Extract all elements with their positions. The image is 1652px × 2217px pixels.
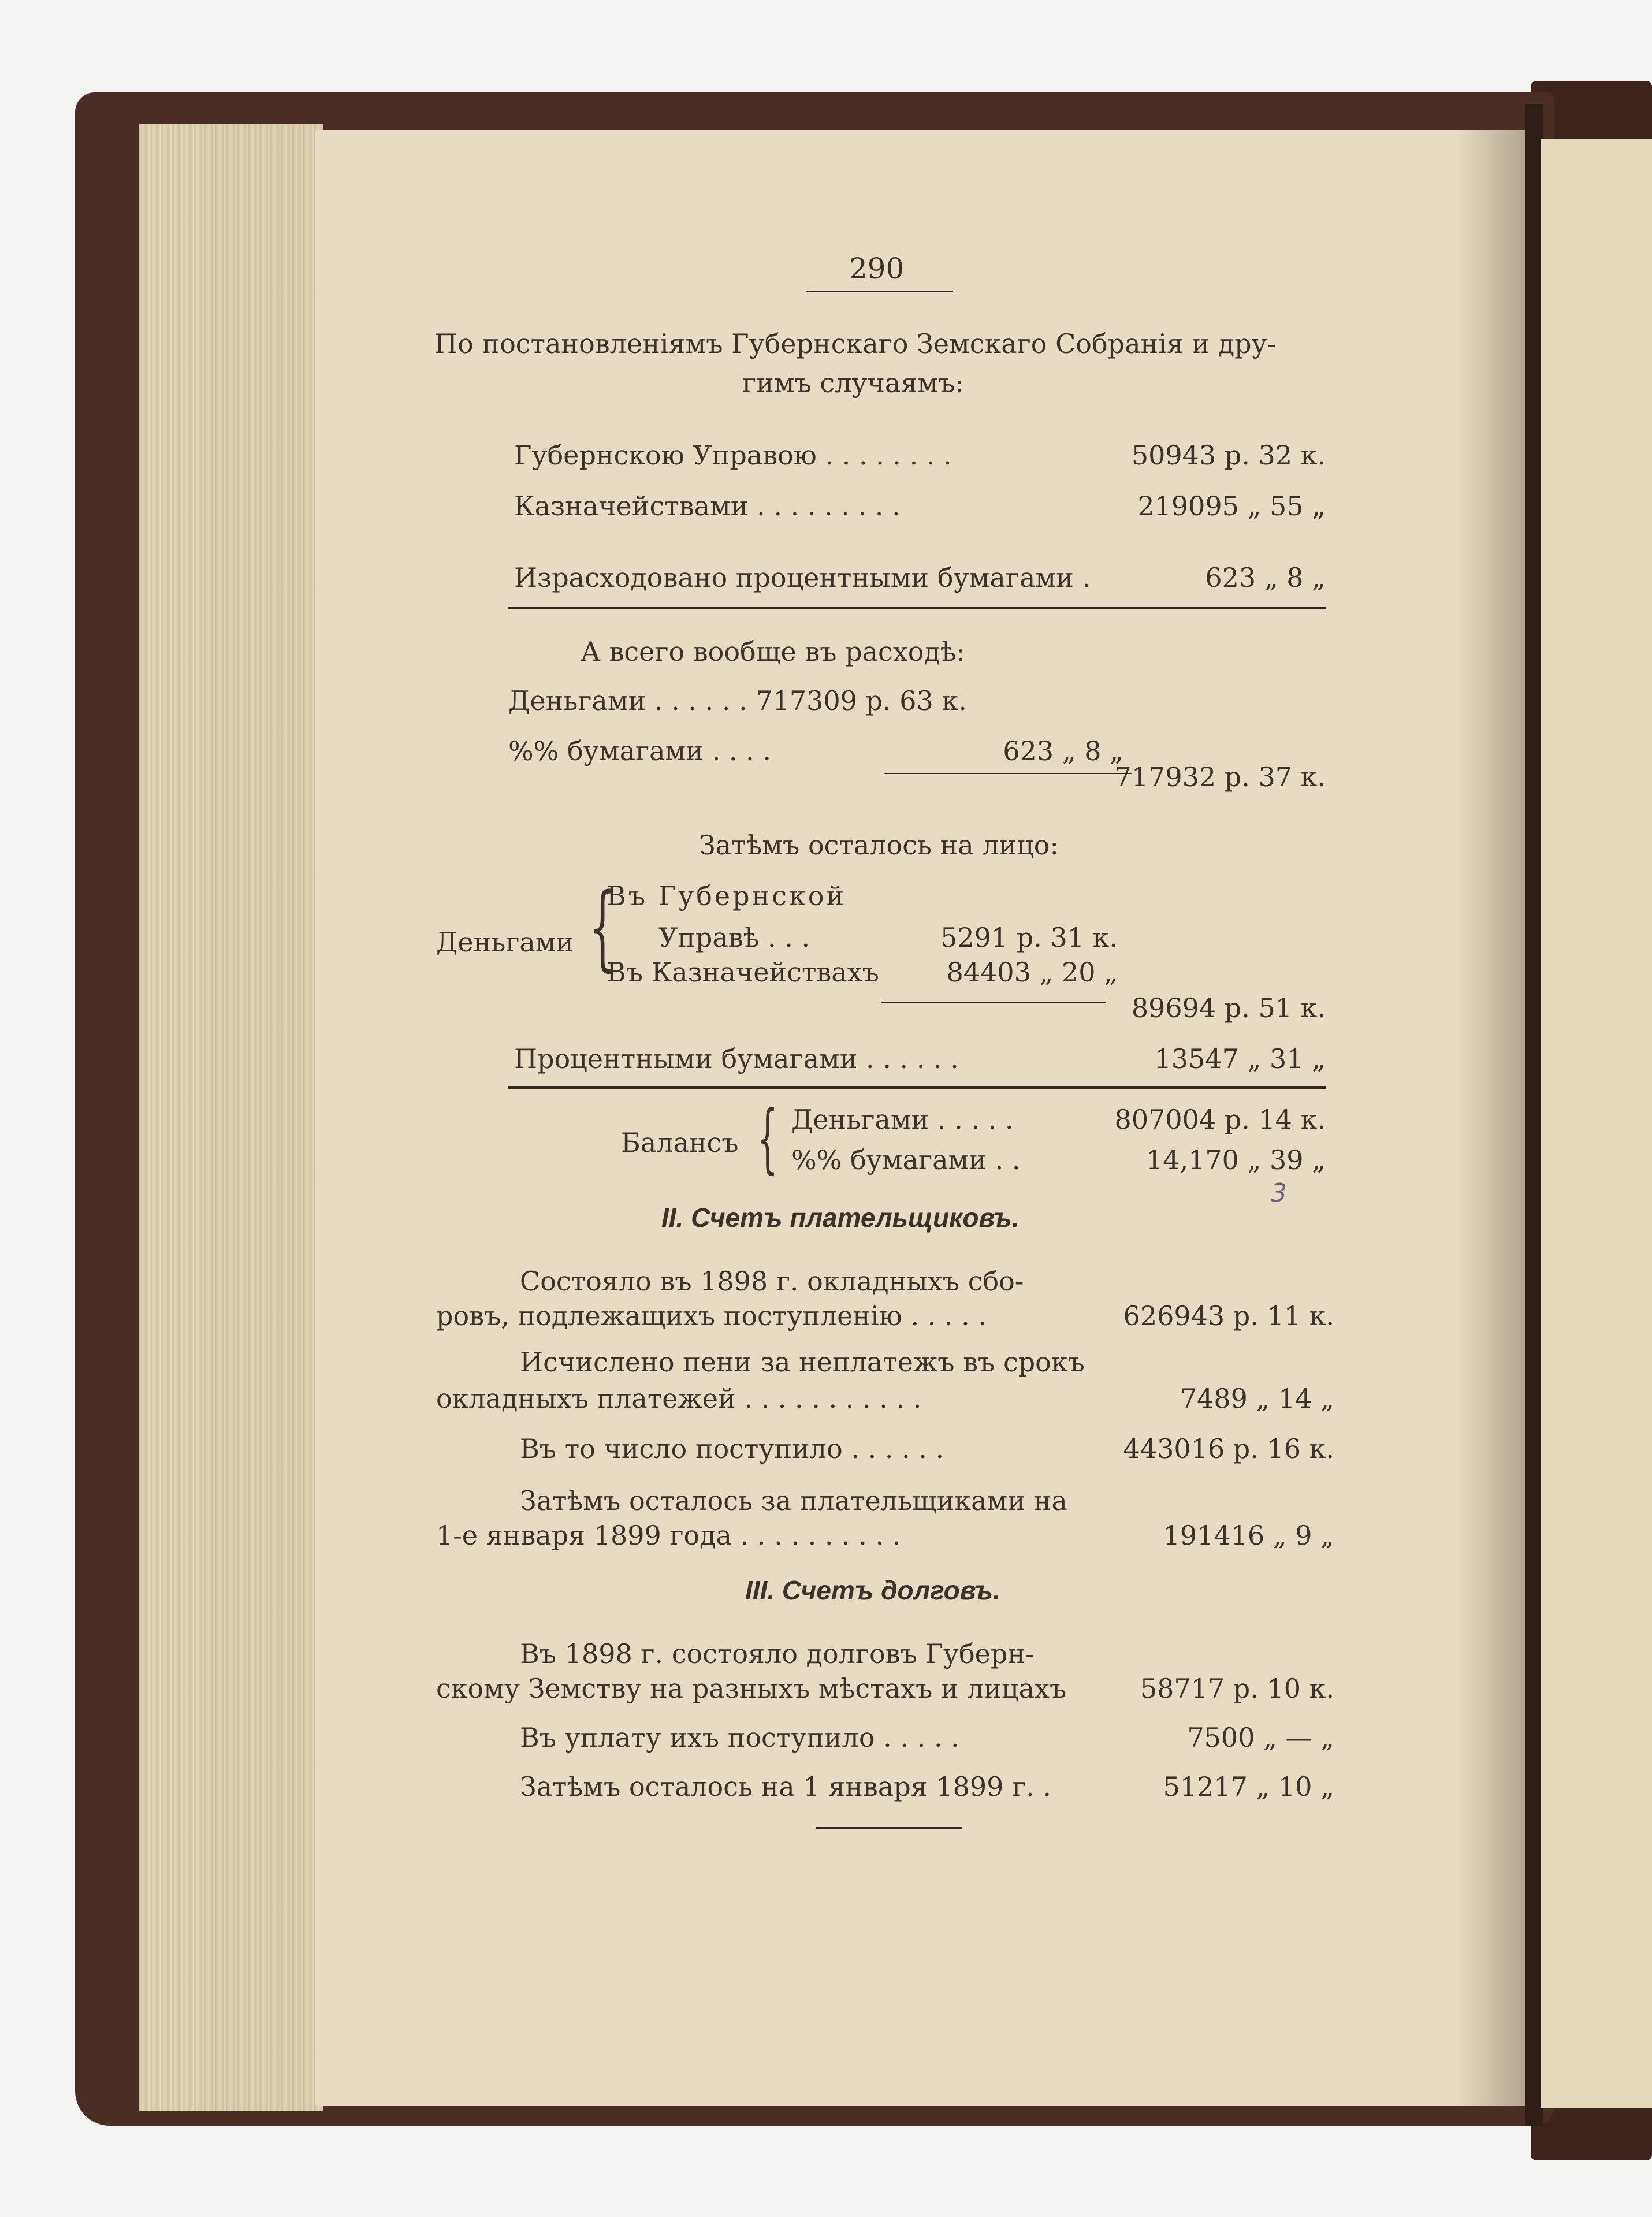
entry-value: 7500 „ — „ <box>1187 1722 1334 1753</box>
treasury-label: Управѣ . . . <box>658 922 810 953</box>
entry-value: 58717 р. 10 к. <box>1140 1673 1334 1704</box>
page-edges <box>139 124 323 2111</box>
page-gutter-shadow <box>1456 130 1531 2106</box>
row-value: 623 „ 8 „ <box>1205 562 1326 593</box>
balance-money-label: Деньгами . . . . . <box>791 1104 1014 1135</box>
balance-paper-label: %% бумагами . . <box>791 1144 1021 1176</box>
paper-value: 13547 „ 31 „ <box>1154 1043 1326 1074</box>
section-title: III. Счетъ долговъ. <box>745 1575 1000 1605</box>
entry-value: 7489 „ 14 „ <box>1180 1383 1334 1414</box>
row-label: Израсходовано процентными бумагами . <box>514 562 1091 593</box>
total-money: Деньгами . . . . . . 717309 р. 63 к. <box>508 685 967 716</box>
paper-label: Процентными бумагами . . . . . . <box>514 1043 959 1074</box>
entry-line: Въ 1898 г. состояло долговъ Губерн- <box>520 1638 1035 1669</box>
entry-line: Затѣмъ осталось за плательщиками на <box>520 1485 1067 1516</box>
intro-line-2: гимъ случаямъ: <box>742 367 964 399</box>
brace: { <box>589 873 616 981</box>
total-sum: 717932 р. 37 к. <box>1114 761 1326 793</box>
end-rule <box>816 1827 962 1829</box>
entry-value: 51217 „ 10 „ <box>1163 1771 1334 1802</box>
thin-rule <box>881 1002 1106 1003</box>
treasuries-label: Въ Казначействахъ <box>607 957 879 988</box>
thick-rule <box>508 607 1326 609</box>
total-heading: А всего вообще въ расходѣ: <box>581 636 965 667</box>
row-value: 219095 „ 55 „ <box>1137 490 1326 522</box>
entry-line: скому Земству на разныхъ мѣстахъ и лицахъ <box>436 1673 1067 1704</box>
facing-page <box>1541 139 1652 2108</box>
entry-value: 443016 р. 16 к. <box>1123 1433 1334 1464</box>
page-number-rule <box>806 291 953 292</box>
entry-line: Въ уплату ихъ поступило . . . . . <box>520 1722 959 1753</box>
entry-value: 626943 р. 11 к. <box>1123 1300 1334 1331</box>
balance-paper-value: 14,170 „ 39 „ <box>1145 1144 1326 1176</box>
entry-value: 191416 „ 9 „ <box>1163 1520 1334 1551</box>
thick-rule <box>508 1086 1326 1089</box>
entry-line: окладныхъ платежей . . . . . . . . . . . <box>436 1383 922 1414</box>
treasury-value: 5291 р. 31 к. <box>940 922 1118 953</box>
brace: { <box>757 1094 779 1182</box>
treasuries-value: 84403 „ 20 „ <box>946 957 1118 988</box>
remaining-sum: 89694 р. 51 к. <box>1131 992 1326 1024</box>
treasury-label: Въ Губернской <box>607 880 847 912</box>
thin-rule <box>884 773 1132 774</box>
intro-line-1: По постановленіямъ Губернскаго Земскаго Собранія и дру- <box>434 328 1277 359</box>
balance-money-value: 807004 р. 14 к. <box>1114 1104 1326 1135</box>
section-title: II. Счетъ плательщиковъ. <box>661 1203 1020 1233</box>
entry-line: ровъ, подлежащихъ поступленію . . . . . <box>436 1300 987 1331</box>
row-value: 50943 р. 32 к. <box>1131 440 1326 471</box>
total-paper-label: %% бумагами . . . . <box>508 735 771 767</box>
total-paper-value: 623 „ 8 „ <box>1003 735 1123 767</box>
entry-line: Состояло въ 1898 г. окладныхъ сбо- <box>520 1266 1024 1297</box>
pencil-note: 3 <box>1271 1178 1287 1208</box>
money-word: Деньгами <box>436 927 574 958</box>
entry-line: Затѣмъ осталось на 1 января 1899 г. . <box>520 1771 1051 1802</box>
remaining-heading: Затѣмъ осталось на лицо: <box>699 829 1059 861</box>
row-label: Губернскою Управою . . . . . . . . <box>514 440 952 471</box>
entry-line: Исчислено пени за неплатежъ въ срокъ <box>520 1346 1085 1378</box>
balance-word: Балансъ <box>621 1127 739 1158</box>
entry-line: Въ то число поступило . . . . . . <box>520 1433 944 1464</box>
entry-line: 1-е января 1899 года . . . . . . . . . . <box>436 1520 901 1551</box>
page-number: 290 <box>849 252 905 285</box>
row-label: Казначействами . . . . . . . . . <box>514 490 901 522</box>
